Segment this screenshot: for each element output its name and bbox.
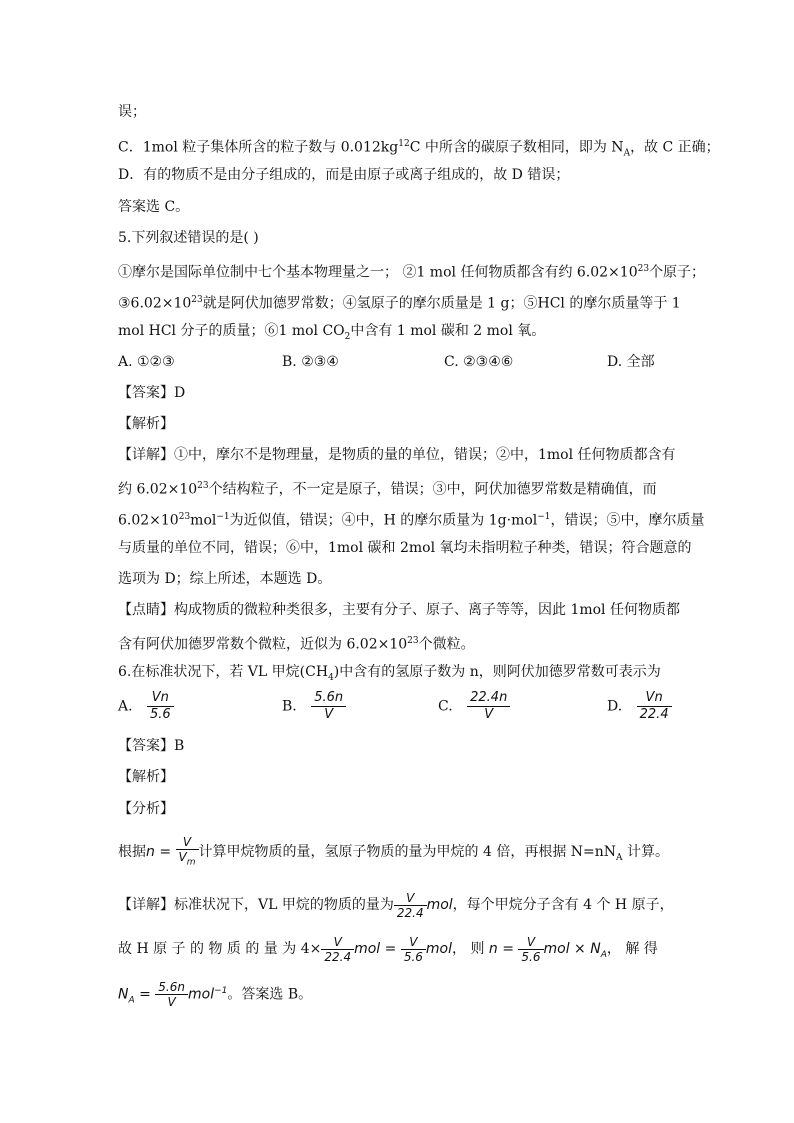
- text: 误；: [118, 104, 146, 120]
- text: 中含有 1 mol 碳和 2 mol 氧。: [350, 323, 546, 339]
- text: 与质量的单位不同，错误；⑥中，1mol 碳和 2mol 氧均未指明粒子种类，错误；符合题意的: [118, 540, 692, 556]
- text: mol HCl 分子的质量；⑥1 mol CO: [118, 323, 345, 339]
- text-line: [118, 134, 720, 163]
- numerator: 22.4n: [467, 690, 510, 707]
- text-line: [118, 197, 189, 217]
- text: 就是阿伏加德罗常数；④氢原子的摩尔质量是 1 g；⑤HCl 的摩尔质量等于 1: [202, 295, 681, 312]
- option-a: [118, 352, 175, 372]
- superscript: 23: [407, 636, 419, 646]
- formula-line: [118, 888, 674, 922]
- math-var: N: [118, 986, 129, 1003]
- text: 【解析】: [118, 769, 174, 785]
- formula-line: [118, 974, 312, 1017]
- text: 【解析】: [118, 416, 174, 432]
- text-line: [118, 259, 705, 283]
- text-line: [118, 165, 569, 185]
- text: B. ②③④: [282, 354, 339, 370]
- text: 5.下列叙述错误的是( ): [118, 230, 259, 246]
- text-line: [118, 631, 475, 655]
- text: ①摩尔是国际单位制中七个基本物理量之一； ②1 mol 任何物质都含有约 6.02×10: [118, 264, 638, 281]
- numerator: V: [176, 835, 199, 850]
- superscript: 23: [191, 295, 203, 305]
- fraction: [637, 690, 672, 723]
- denominator: V: [324, 707, 334, 722]
- analysis-label: [118, 414, 174, 434]
- subscript: A: [623, 148, 631, 159]
- numerator: 5.6n: [311, 690, 346, 707]
- option-c: [438, 690, 510, 723]
- text: 个原子；: [649, 264, 706, 281]
- numerator: V: [394, 891, 427, 906]
- text: A. ①②③: [118, 354, 175, 370]
- superscript: 23: [178, 512, 191, 522]
- numerator: Vn: [147, 690, 174, 707]
- fraction: [311, 690, 346, 723]
- text: 计算。: [622, 844, 669, 861]
- question-6-title: [118, 662, 661, 688]
- text-line: [118, 569, 331, 589]
- fraction: [155, 980, 188, 1009]
- subscript: 4: [328, 672, 334, 683]
- denominator: [176, 850, 199, 869]
- math-unit: mol: [426, 897, 453, 913]
- superscript: −1: [216, 512, 230, 522]
- text: ，错误；⑤中，摩尔质量: [550, 512, 705, 529]
- option-c: [444, 352, 513, 372]
- text-line: [118, 102, 146, 122]
- text: ，故 C 正确；: [630, 139, 720, 156]
- math-op: =: [497, 941, 519, 957]
- math-op: =: [154, 844, 176, 861]
- text: 【详解】①中，摩尔不是物理量，是物质的量的单位，错误；②中，1mol 任何物质都含有: [118, 447, 676, 463]
- formula-line: [118, 835, 669, 875]
- numerator: 5.6n: [155, 980, 188, 995]
- text: ③6.02×10: [118, 295, 192, 312]
- option-b: [282, 352, 339, 372]
- text-line: [118, 799, 174, 819]
- text: D．有的物质不是由分子组成的，而是由原子或离子组成的，故 D 错误；: [118, 167, 570, 183]
- superscript: 23: [637, 264, 650, 274]
- text-line: [118, 321, 545, 347]
- text: ， 则: [452, 941, 489, 957]
- answer-label: [118, 383, 185, 403]
- numerator: V: [518, 935, 543, 950]
- superscript: 12: [398, 139, 410, 149]
- subscript: 2: [344, 331, 351, 342]
- numerator: V: [401, 935, 426, 950]
- math-var: n: [488, 941, 498, 957]
- numerator: V: [321, 935, 354, 950]
- text: ，每个甲烷分子含有 4 个 H 原子，: [452, 897, 674, 913]
- text: 故 H 原 子 的 物 质 的 量 为 4×: [118, 941, 322, 957]
- text-line: [118, 538, 692, 558]
- text: 【答案】D: [118, 385, 186, 401]
- denominator: 5.6: [521, 949, 541, 964]
- analysis-label: [118, 767, 174, 787]
- fraction: [176, 835, 199, 869]
- subscript: A: [616, 853, 623, 863]
- text: 个微粒。: [418, 636, 475, 653]
- fraction: [467, 690, 510, 723]
- question-5-title: [118, 228, 259, 248]
- text: C．1mol 粒子集体所含的粒子数与 0.012kg: [118, 139, 399, 156]
- denominator: 22.4: [639, 707, 669, 722]
- text: C. ②③④⑥: [444, 354, 514, 370]
- fraction: [401, 935, 426, 964]
- numerator: Vn: [637, 690, 672, 707]
- text: 【点睛】构成物质的微粒种类很多，主要有分子、原子、离子等等，因此 1mol 任何物质都: [118, 602, 680, 618]
- superscript: −1: [214, 986, 228, 996]
- text: 。答案选 B。: [227, 986, 313, 1003]
- option-a: [118, 690, 174, 723]
- subscript: A: [600, 949, 607, 960]
- fraction: [394, 891, 427, 920]
- text-line: [118, 507, 705, 531]
- text: )中含有的氢原子数为 n，则阿伏加德罗常数可表示为: [333, 664, 661, 680]
- math-unit: mol × N: [543, 941, 601, 957]
- text: 个结构粒子，不一定是原子，错误；③中，阿伏加德罗常数是精确值，而: [208, 481, 657, 498]
- denominator: 5.6: [403, 949, 423, 964]
- text-line: [118, 476, 657, 500]
- subscript: A: [128, 995, 135, 1006]
- superscript: −1: [537, 512, 551, 522]
- text: C 中所含的碳原子数相同，即为 N: [409, 139, 624, 156]
- option-b: [282, 690, 346, 723]
- math-unit: mol: [188, 986, 215, 1003]
- text: 【分析】: [118, 801, 174, 817]
- fraction: [147, 690, 174, 723]
- text: D. 全部: [607, 354, 655, 370]
- text: 选项为 D；综上所述，本题选 D。: [118, 571, 332, 587]
- math-unit: mol: [425, 941, 452, 957]
- superscript: 23: [197, 481, 209, 491]
- option-letter: A.: [118, 698, 133, 715]
- math-var: n: [146, 844, 155, 861]
- text: 计算甲烷物质的量，氢原子物质的量为甲烷的 4 倍，再根据 N=nN: [198, 844, 617, 861]
- text-line: [118, 445, 676, 465]
- answer-label: [118, 736, 184, 756]
- text-line: [118, 290, 681, 314]
- text: 含有阿伏加德罗常数个微粒，近似为 6.02×10: [118, 636, 408, 653]
- math-op: =: [380, 941, 401, 957]
- text: 答案选 C。: [118, 199, 190, 215]
- option-letter: C.: [438, 698, 453, 715]
- text: 【详解】标准状况下，VL 甲烷的物质的量为: [118, 897, 394, 913]
- fraction: [321, 935, 354, 964]
- text: 【答案】B: [118, 738, 185, 754]
- text-line: [118, 600, 680, 620]
- option-letter: B.: [282, 698, 297, 715]
- math-op: =: [134, 986, 156, 1003]
- denominator: 22.4: [324, 949, 352, 964]
- text: 6.在标准状况下，若 VL 甲烷(CH: [118, 664, 329, 680]
- fraction: [518, 935, 543, 964]
- text: ， 解 得: [606, 941, 658, 957]
- denominator: 22.4: [396, 905, 424, 920]
- option-d: [607, 352, 655, 372]
- text: 约 6.02×10: [118, 481, 198, 498]
- text: 根据: [118, 844, 146, 861]
- option-d: [607, 690, 672, 723]
- math-unit: mol: [354, 941, 381, 957]
- denominator: V: [484, 707, 494, 722]
- option-letter: D.: [607, 698, 623, 715]
- denominator: V: [167, 995, 176, 1010]
- text: mol: [190, 512, 217, 529]
- formula-line: [118, 932, 658, 972]
- text: 为近似值，错误；④中，H 的摩尔质量为 1g·mol: [229, 512, 538, 529]
- math-var: V: [178, 850, 187, 864]
- subscript: m: [186, 857, 196, 868]
- denominator: 5.6: [150, 707, 171, 722]
- text: 6.02×10: [118, 512, 179, 529]
